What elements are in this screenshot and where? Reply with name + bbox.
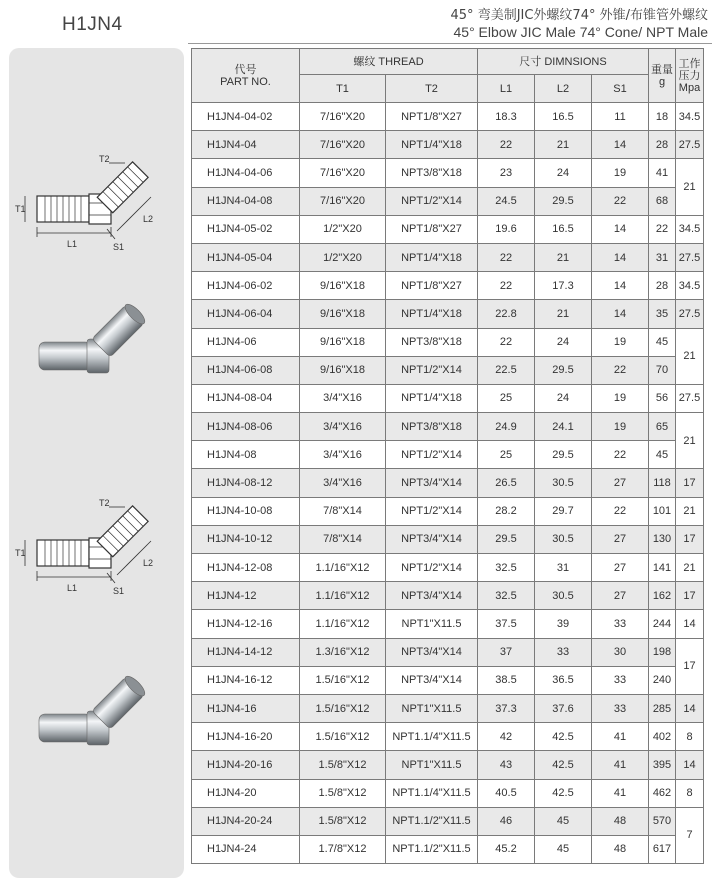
cell-t2: NPT1/2"X14 [386,187,478,215]
cell-l2: 29.5 [535,441,592,469]
cell-l2: 30.5 [535,525,592,553]
cell-s1: 22 [592,441,649,469]
dimensions-header: 尺寸 DIMNSIONS [478,49,649,75]
cell-l2: 42.5 [535,779,592,807]
cell-l1: 45.2 [478,835,535,863]
table-row [192,694,704,722]
cell-w: 130 [649,525,676,553]
cell-w: 22 [649,215,676,243]
cell-pressure: 21 [676,413,704,469]
cell-l1: 37 [478,638,535,666]
cell-l1: 18.3 [478,103,535,131]
cell-w: 570 [649,807,676,835]
cell-s1: 41 [592,723,649,751]
cell-pressure: 34.5 [676,215,704,243]
t1-header: T1 [300,75,386,103]
cell-part: H1JN4-20-16 [192,751,300,779]
cell-t2: NPT1/8"X27 [386,272,478,300]
cell-part: H1JN4-24 [192,835,300,863]
cell-part: H1JN4-10-12 [192,525,300,553]
cell-t2: NPT3/4"X14 [386,469,478,497]
cell-pressure: 21 [676,159,704,215]
cell-pressure: 27.5 [676,384,704,412]
cell-l2: 24 [535,328,592,356]
cell-l2: 37.6 [535,694,592,722]
label-t1-2: T1 [15,548,26,558]
cell-l2: 21 [535,300,592,328]
cell-w: 617 [649,835,676,863]
cell-w: 41 [649,159,676,187]
cell-part: H1JN4-14-12 [192,638,300,666]
cell-w: 45 [649,441,676,469]
label-t2-2: T2 [99,498,110,508]
table-row [192,328,704,356]
label-s1: S1 [113,242,125,252]
table-row [192,723,704,751]
cell-t1: 1.1/16"X12 [300,554,386,582]
cell-l1: 24.9 [478,413,535,441]
table-row [192,751,704,779]
cell-t2: NPT1/8"X27 [386,215,478,243]
cell-l1: 22.5 [478,356,535,384]
label-s1-2: S1 [113,586,125,596]
cell-t1: 1.5/16"X12 [300,694,386,722]
cell-s1: 14 [592,243,649,271]
cell-t1: 7/8"X14 [300,497,386,525]
cell-part: H1JN4-10-08 [192,497,300,525]
cell-pressure: 21 [676,554,704,582]
cell-pressure: 17 [676,469,704,497]
table-row [192,272,704,300]
cell-w: 198 [649,638,676,666]
illustration-panel [9,48,184,878]
cell-part: H1JN4-06-08 [192,356,300,384]
cell-l1: 25 [478,384,535,412]
cell-s1: 33 [592,694,649,722]
weight-header-cn: 重量 [651,63,673,76]
cell-l2: 42.5 [535,751,592,779]
cell-s1: 14 [592,272,649,300]
cell-t1: 1/2"X20 [300,215,386,243]
cell-part: H1JN4-16-12 [192,666,300,694]
cell-t2: NPT1/2"X14 [386,554,478,582]
cell-s1: 14 [592,215,649,243]
cell-w: 18 [649,103,676,131]
cell-s1: 27 [592,554,649,582]
cell-t2: NPT1"X11.5 [386,610,478,638]
cell-t1: 1.5/16"X12 [300,723,386,751]
cell-pressure: 17 [676,582,704,610]
cell-pressure: 34.5 [676,103,704,131]
table-row [192,159,704,187]
cell-l1: 32.5 [478,554,535,582]
cell-w: 101 [649,497,676,525]
spec-table [191,48,704,864]
cell-l1: 22 [478,272,535,300]
pressure-header-cn1: 工作 [678,57,701,70]
cell-s1: 33 [592,666,649,694]
fitting-drawing-1 [25,162,154,239]
cell-s1: 22 [592,356,649,384]
cell-pressure: 21 [676,497,704,525]
cell-w: 35 [649,300,676,328]
cell-l1: 32.5 [478,582,535,610]
cell-l1: 26.5 [478,469,535,497]
table-row [192,666,704,694]
cell-s1: 48 [592,835,649,863]
cell-pressure: 7 [676,807,704,863]
cell-part: H1JN4-16-20 [192,723,300,751]
table-row [192,779,704,807]
l1-header: L1 [478,75,535,103]
table-row [192,413,704,441]
title-chinese: 45° 弯美制JIC外螺纹74° 外锥/布锥管外螺纹 [450,8,708,23]
cell-t1: 9/16"X18 [300,300,386,328]
cell-w: 45 [649,328,676,356]
cell-l2: 24 [535,159,592,187]
cell-l1: 19.6 [478,215,535,243]
cell-s1: 27 [592,582,649,610]
cell-part: H1JN4-20 [192,779,300,807]
cell-pressure: 17 [676,525,704,553]
pressure-header [676,49,704,103]
cell-t2: NPT3/8"X18 [386,159,478,187]
cell-l1: 37.3 [478,694,535,722]
cell-t1: 3/4"X16 [300,441,386,469]
table-row [192,582,704,610]
cell-l1: 22 [478,243,535,271]
cell-pressure: 14 [676,751,704,779]
cell-t2: NPT1"X11.5 [386,694,478,722]
cell-t1: 7/16"X20 [300,131,386,159]
cell-l1: 24.5 [478,187,535,215]
cell-l1: 42 [478,723,535,751]
table-row [192,131,704,159]
cell-part: H1JN4-08-04 [192,384,300,412]
table-row [192,215,704,243]
cell-l2: 45 [535,835,592,863]
cell-w: 402 [649,723,676,751]
table-row [192,554,704,582]
cell-l1: 22 [478,328,535,356]
cell-t1: 3/4"X16 [300,413,386,441]
cell-t2: NPT1/4"X18 [386,131,478,159]
part-no-header [192,49,300,103]
cell-part: H1JN4-08 [192,441,300,469]
cell-part: H1JN4-12-16 [192,610,300,638]
cell-l2: 29.5 [535,356,592,384]
spec-table-body [192,103,704,864]
cell-s1: 19 [592,159,649,187]
table-row [192,638,704,666]
fitting-drawing-2 [25,506,154,583]
cell-s1: 41 [592,779,649,807]
cell-pressure: 27.5 [676,131,704,159]
title-english: 45° Elbow JIC Male 74° Cone/ NPT Male [453,24,708,40]
weight-header [649,49,676,103]
cell-t1: 7/16"X20 [300,187,386,215]
cell-s1: 14 [592,300,649,328]
table-row [192,356,704,384]
cell-part: H1JN4-06-02 [192,272,300,300]
cell-l1: 38.5 [478,666,535,694]
cell-t1: 1.7/8"X12 [300,835,386,863]
cell-t2: NPT1/8"X27 [386,103,478,131]
cell-t2: NPT3/4"X14 [386,582,478,610]
cell-t1: 3/4"X16 [300,384,386,412]
cell-part: H1JN4-16 [192,694,300,722]
cell-t2: NPT3/4"X14 [386,525,478,553]
cell-w: 56 [649,384,676,412]
label-l2-2: L2 [143,558,154,568]
cell-t2: NPT3/8"X18 [386,328,478,356]
table-row [192,525,704,553]
cell-t1: 7/8"X14 [300,525,386,553]
thread-header: 螺纹 THREAD [300,49,478,75]
cell-t1: 1.5/8"X12 [300,779,386,807]
cell-l1: 37.5 [478,610,535,638]
label-l1: L1 [67,239,78,249]
table-row [192,103,704,131]
cell-t1: 9/16"X18 [300,328,386,356]
cell-part: H1JN4-04 [192,131,300,159]
cell-t1: 1.5/8"X12 [300,751,386,779]
cell-part: H1JN4-08-12 [192,469,300,497]
cell-w: 240 [649,666,676,694]
cell-t1: 1.3/16"X12 [300,638,386,666]
table-row [192,497,704,525]
cell-l1: 46 [478,807,535,835]
cell-part: H1JN4-05-02 [192,215,300,243]
t2-header: T2 [386,75,478,103]
table-row [192,835,704,863]
cell-s1: 30 [592,638,649,666]
cell-t1: 9/16"X18 [300,356,386,384]
cell-t2: NPT3/4"X14 [386,638,478,666]
cell-t2: NPT3/4"X14 [386,666,478,694]
table-row [192,384,704,412]
cell-part: H1JN4-04-08 [192,187,300,215]
fitting-photo-1 [39,301,148,373]
cell-s1: 27 [592,469,649,497]
cell-t2: NPT1/2"X14 [386,356,478,384]
cell-s1: 48 [592,807,649,835]
label-t1: T1 [15,204,26,214]
cell-t1: 9/16"X18 [300,272,386,300]
cell-w: 118 [649,469,676,497]
cell-part: H1JN4-08-06 [192,413,300,441]
cell-pressure: 27.5 [676,243,704,271]
s1-header: S1 [592,75,649,103]
cell-pressure: 17 [676,638,704,694]
l2-header: L2 [535,75,592,103]
cell-part: H1JN4-04-06 [192,159,300,187]
cell-pressure: 34.5 [676,272,704,300]
table-row [192,187,704,215]
cell-l2: 30.5 [535,582,592,610]
cell-s1: 22 [592,187,649,215]
cell-part: H1JN4-12 [192,582,300,610]
cell-w: 28 [649,131,676,159]
cell-t2: NPT1/2"X14 [386,441,478,469]
cell-w: 244 [649,610,676,638]
cell-s1: 41 [592,751,649,779]
cell-l2: 45 [535,807,592,835]
cell-t1: 1.5/16"X12 [300,666,386,694]
cell-l1: 25 [478,441,535,469]
cell-pressure: 27.5 [676,300,704,328]
fitting-illustrations [9,48,184,878]
cell-part: H1JN4-04-02 [192,103,300,131]
cell-l2: 33 [535,638,592,666]
cell-pressure: 8 [676,723,704,751]
cell-t1: 1.1/16"X12 [300,610,386,638]
label-l2: L2 [143,214,154,224]
cell-s1: 27 [592,525,649,553]
cell-s1: 19 [592,413,649,441]
cell-t2: NPT1/2"X14 [386,497,478,525]
table-row [192,807,704,835]
cell-l2: 16.5 [535,215,592,243]
cell-l1: 43 [478,751,535,779]
cell-w: 395 [649,751,676,779]
product-title [451,8,708,40]
part-no-header-cn: 代号 [234,63,257,76]
cell-t1: 3/4"X16 [300,469,386,497]
cell-l2: 29.7 [535,497,592,525]
cell-w: 31 [649,243,676,271]
cell-t1: 1.5/8"X12 [300,807,386,835]
cell-l2: 16.5 [535,103,592,131]
cell-w: 285 [649,694,676,722]
cell-s1: 33 [592,610,649,638]
header-divider [188,43,712,44]
cell-t2: NPT1.1/2"X11.5 [386,807,478,835]
weight-header-unit: g [658,75,666,88]
cell-l2: 24.1 [535,413,592,441]
cell-l2: 21 [535,131,592,159]
table-row [192,243,704,271]
cell-pressure: 21 [676,328,704,384]
table-row [192,469,704,497]
cell-l1: 40.5 [478,779,535,807]
cell-part: H1JN4-05-04 [192,243,300,271]
cell-w: 68 [649,187,676,215]
cell-t1: 1.1/16"X12 [300,582,386,610]
cell-l2: 42.5 [535,723,592,751]
cell-l2: 17.3 [535,272,592,300]
cell-t2: NPT1.1/2"X11.5 [386,835,478,863]
model-code: H1JN4 [62,14,123,35]
cell-t2: NPT1.1/4"X11.5 [386,723,478,751]
cell-s1: 22 [592,497,649,525]
cell-pressure: 14 [676,694,704,722]
cell-l2: 30.5 [535,469,592,497]
cell-t2: NPT1/4"X18 [386,243,478,271]
cell-l2: 24 [535,384,592,412]
cell-t2: NPT1"X11.5 [386,751,478,779]
label-l1-2: L1 [67,583,78,593]
cell-t2: NPT3/8"X18 [386,413,478,441]
table-row [192,300,704,328]
cell-w: 28 [649,272,676,300]
cell-l1: 29.5 [478,525,535,553]
cell-w: 70 [649,356,676,384]
cell-l2: 39 [535,610,592,638]
cell-t2: NPT1/4"X18 [386,300,478,328]
cell-s1: 19 [592,328,649,356]
cell-w: 65 [649,413,676,441]
pressure-header-unit: Mpa [678,81,701,94]
pressure-header-cn2: 压力 [678,69,701,82]
cell-t1: 7/16"X20 [300,103,386,131]
cell-l1: 23 [478,159,535,187]
cell-part: H1JN4-12-08 [192,554,300,582]
cell-t1: 1/2"X20 [300,243,386,271]
cell-part: H1JN4-06-04 [192,300,300,328]
cell-pressure: 14 [676,610,704,638]
table-row [192,441,704,469]
label-t2: T2 [99,154,110,164]
cell-l2: 21 [535,243,592,271]
cell-s1: 11 [592,103,649,131]
cell-l1: 22 [478,131,535,159]
part-no-header-en: PART NO. [220,75,271,88]
cell-w: 141 [649,554,676,582]
cell-l2: 29.5 [535,187,592,215]
fitting-photo-2 [39,673,148,745]
cell-w: 462 [649,779,676,807]
cell-s1: 19 [592,384,649,412]
cell-w: 162 [649,582,676,610]
cell-l1: 22.8 [478,300,535,328]
cell-pressure: 8 [676,779,704,807]
cell-s1: 14 [592,131,649,159]
cell-t1: 7/16"X20 [300,159,386,187]
table-row [192,610,704,638]
cell-t2: NPT1.1/4"X11.5 [386,779,478,807]
cell-l2: 31 [535,554,592,582]
cell-l2: 36.5 [535,666,592,694]
cell-l1: 28.2 [478,497,535,525]
cell-part: H1JN4-06 [192,328,300,356]
cell-part: H1JN4-20-24 [192,807,300,835]
cell-t2: NPT1/4"X18 [386,384,478,412]
